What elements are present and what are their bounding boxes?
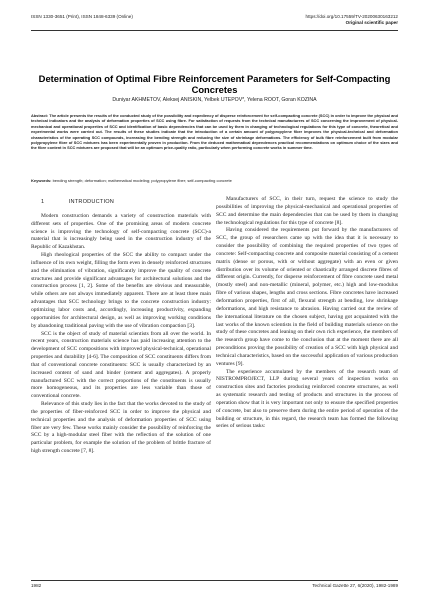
header-issn: ISSN 1330-3651 (Print), ISSN 1848-6339 (Online) bbox=[31, 14, 133, 19]
paragraph: The experience accumulated by the members of the research team of NISTROMPROJECT, LLP during several years of inspection works on construction sites and factories producing reinforced concrete structures, as well as systematic research and testing of products and structures in the process of operation show that it is very important not only to ensure the specified properties of concrete, but also to preserve them during the entire period of operation of the building or structure, in this regard, the research team has formed the following series of serious tasks: bbox=[216, 368, 398, 430]
bottom-rule bbox=[31, 580, 398, 581]
section-number: 1 bbox=[41, 199, 45, 205]
section-title: INTRODUCTION bbox=[68, 199, 115, 205]
authors-line: Duniyar AKHMETOV, Aleksej ANISKIN, Yelbek UTEPOV*, Yelena ROOT, Goran KOZINA bbox=[112, 97, 317, 103]
abstract: Abstract: The article presents the results of the conducted study of the possibility and expediency of disperse reinforcement for self-compacting concrete (SCC) in order to improve the physical and technical indicators and the analysis of deformation properties of SCC using fibre. For satisfaction of requests from the technical manufacturers of SCC concerning the improvement of physical-mechanical and operational properties of SCC and identification of basic dependencies that can be used by them in changing of technological regulations for this type of concrete, theoretical and experimental works were carried out. The results of these studies indicate that the introduction of a certain amount of polypropylene fiber improves the physical-technical and deformation characteristics of the operating SCC compounds, increasing the bending strength and reducing the size of shrinkage deformations. The efficiency of bulk fibre reinforcement built from modular polypropylene fibre of SCC mixtures has been experimentally proven in production. From the deduced mathematical dependences practical recommendations on optimum choice of the sizes and the fibre content in SCC mixtures are proposed that will be an optimum price-quality ratio, particularly when performing concrete works in summer time. bbox=[31, 113, 398, 151]
keywords-label: Keywords: bbox=[31, 178, 52, 183]
paragraph: Relevance of this study lies in the fact that the works devoted to the study of the properties of fiber-reinforced SCC in order to improve the physical and technical properties and the analysis of deformation properties of SCC using fiber are very few. These works mainly consider the possibility of reinforcing the SCC by a high-modular steel fiber with the reflection of the solution of one particular problem, for example the solution of the problem of brittle fracture of high strength concrete [7, 8]. bbox=[31, 401, 211, 455]
paper-title: Determination of Optimal Fibre Reinforcement Parameters for Self-Compacting Concretes bbox=[38, 73, 391, 95]
left-column bbox=[31, 196, 211, 456]
journal-citation: Technical Gazette 27, 6(2020), 1982-1989 bbox=[312, 583, 398, 588]
keywords bbox=[31, 178, 398, 183]
paragraph: High rheological properties of the SCC the ability to compact under the influence of its own weight, filling the form even in densely reinforced structures and the elimination of vibration, significantly improve the quality of concrete structures and provide significant advantages for architectural solutions and the construction process [1, 2]. Some of the benefits are obvious and measurable, while others are not always immediately apparent. There are at least three main advantages that SCC technology brings to the concrete construction industry: optimizing labor costs and, accordingly, increasing productivity, expanding opportunities for architectural design, as well as improving working conditions by abandoning traditional paving with the use of vibration compaction [3]. bbox=[31, 252, 211, 329]
article-type: Original scientific paper bbox=[345, 20, 398, 25]
paragraph: SCC is the object of study of material scientists from all over the world. In recent years, construction materials science has paid increasing attention to the development of SCC compositions with improved physical-technical, operational properties and durability [4-6]. The composition of SCC constituents differs from that of conventional concrete constituents: SCC is usually characterized by an increased content of sand and binder (cement and aggregates). A properly manufactured SCC with the correct proportions of the constituents is usually more homogeneous, and its properties are less variable than those of conventional concrete. bbox=[31, 330, 211, 400]
header-doi[interactable]: https://doi.org/10.17559/TV-20200630163212 bbox=[305, 14, 398, 19]
paragraph: Having considered the requirements put forward by the manufacturers of SCC, the group of researchers came up with the idea that it is necessary to consider the possibility of combining the required properties of two types of concrete: Self-compacting concrete and composite material consisting of a cement matrix (dense or porous, with or without aggregate) with an even or given distribution over its volume of oriented or chaotically arranged discrete fibres of different origin. Currently, for disperse reinforcement of fibre concrete used metal (mostly steel) and non-metallic (mineral, polymer, etc.) high and low-modulus fibre of various shapes, lengths and cross sections. Fibre concretes have increased deformation properties, first of all, flexural strength at bending, low shrinkage deformations, and high resistance to abrasion. Having carried out the review of the international literature on the chosen subject, having got acquainted with the last works of the known scientists in the field of building materials science on the study of these concretes and leaning on their own rich experience, the members of the research group have come to the conclusion that at the moment there are all preconditions proving the possibility of creation of a SCC with high physical and technical characteristics, based on the successful application of various production ventures [9]. bbox=[216, 227, 398, 367]
section-heading bbox=[31, 199, 211, 207]
right-column bbox=[216, 196, 398, 431]
keywords-text: bending strength; deformation; mathematical modeling; polypropylene fiber; self-compacting concrete bbox=[52, 178, 232, 183]
page-number: 1982 bbox=[31, 583, 42, 588]
top-rule bbox=[31, 30, 398, 31]
paragraph: Modern construction demands a variety of construction materials with different sets of properties. One of the promising areas of modern concrete science is improving the technology of self-compacting concrete (SCC)-a material that is increasingly being used in the construction industry of the Republic of Kazakhstan. bbox=[31, 212, 211, 251]
paragraph: Manufacturers of SCC, in their turn, request the science to study the possibilities of improving the physical-mechanical and operational properties of SCC and determine the main dependencies that can be used by them in changing the technological regulations for this type of concrete [8]. bbox=[216, 196, 398, 226]
header-right bbox=[306, 14, 398, 26]
